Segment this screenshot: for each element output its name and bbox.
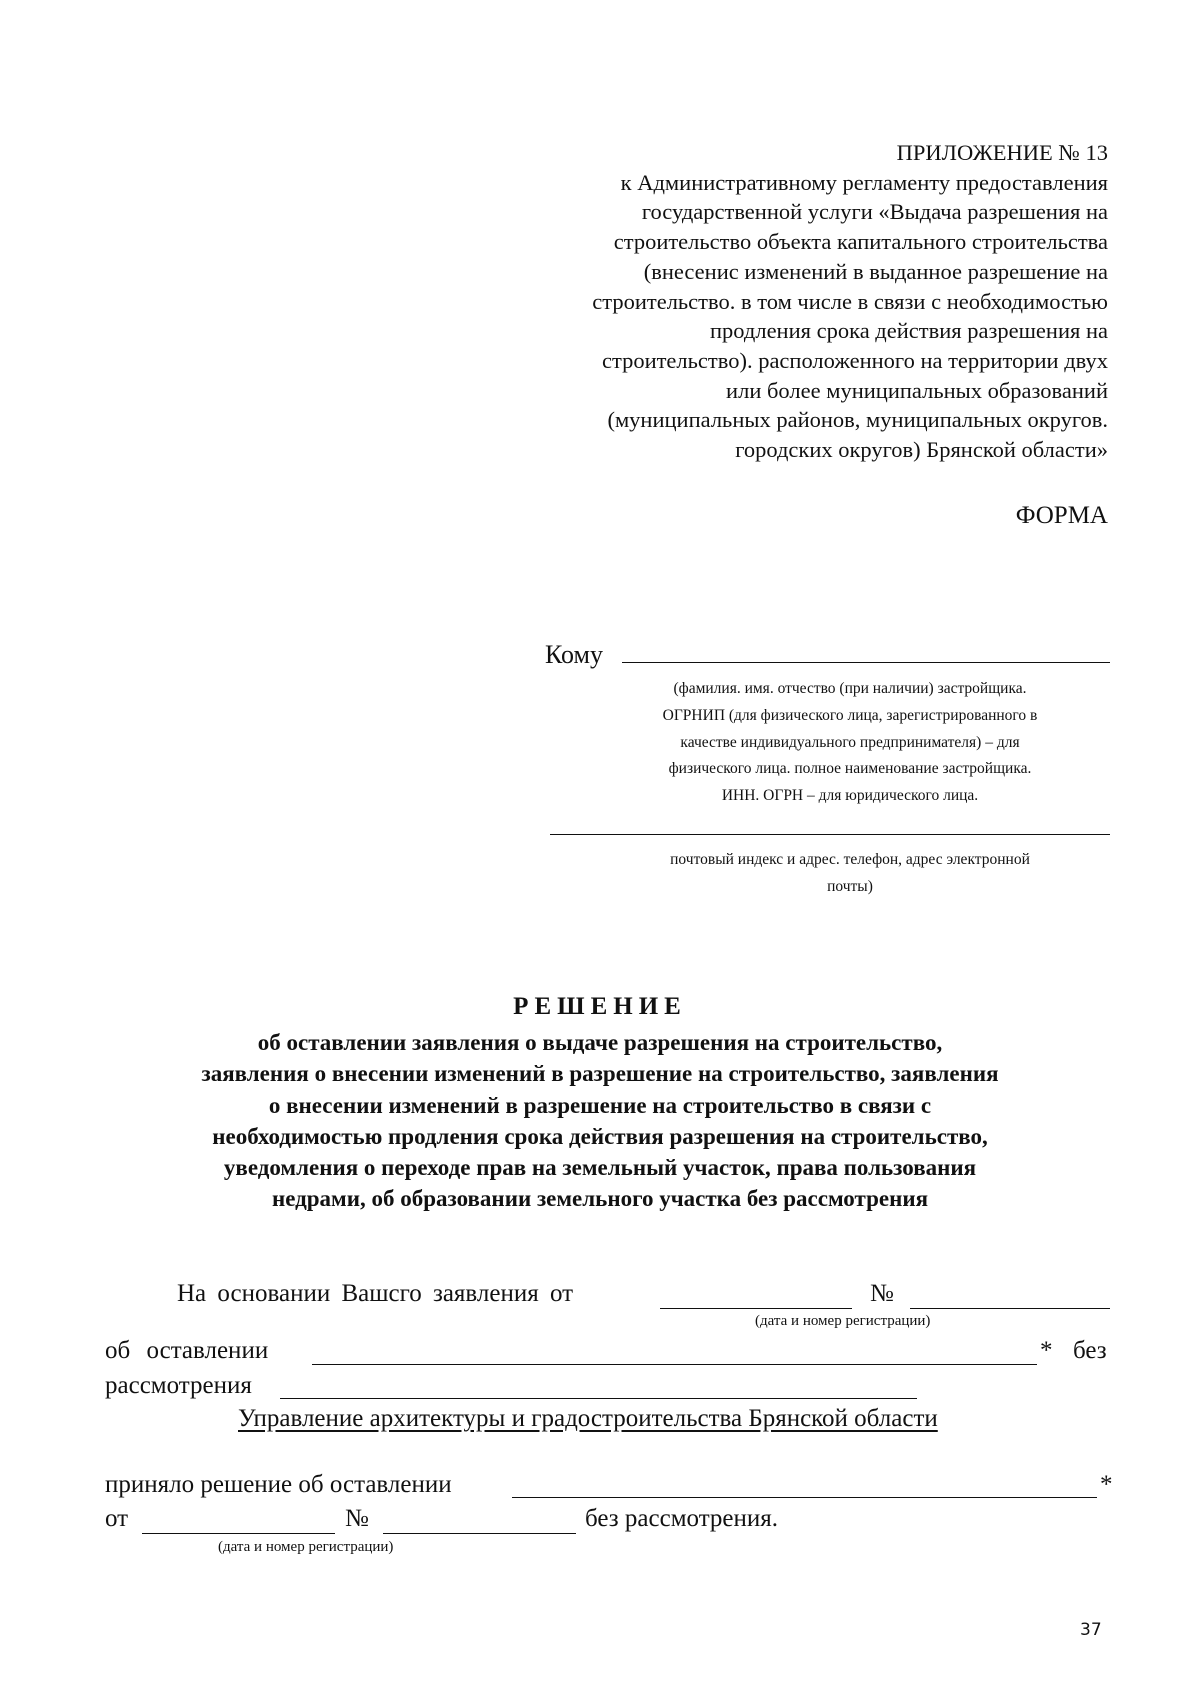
application-reference-text: На основании Вашсго заявления от: [177, 1280, 574, 1307]
number-sign: №: [870, 1280, 894, 1307]
appendix-line: (внесенис изменений в выданное разрешение на: [643, 258, 1108, 284]
appendix-line: строительство). расположенного на территории двух: [601, 347, 1108, 373]
decision-made-text: приняло решение об оставлении: [105, 1471, 452, 1498]
recipient-note-line: ИНН. ОГРН – для юридического лица.: [721, 787, 979, 805]
leave-text: об оставлении: [105, 1337, 269, 1364]
decision-subtitle-line: об оставлении заявления о выдаче разрешения на строительство,: [257, 1030, 943, 1055]
recipient-note: [590, 676, 1110, 810]
recipient-address-field[interactable]: [550, 834, 1110, 835]
from-text: от: [105, 1505, 129, 1532]
decision-subtitle-line: о внесении изменений в разрешение на строительство в связи с: [268, 1092, 932, 1118]
decision-subtitle: [60, 1027, 1140, 1215]
appendix-line: (муниципальных районов, муниципальных округов.: [607, 407, 1108, 433]
authority-name: Управление архитектуры и градостроительства Брянской области: [238, 1405, 938, 1432]
recipient-name-field[interactable]: [622, 662, 1110, 663]
page-number: 37: [1080, 1620, 1102, 1640]
number-sign-2: №: [345, 1505, 369, 1532]
form-label: ФОРМА: [1015, 502, 1108, 529]
appendix-line: государственной услуги «Выдача разрешения на: [641, 199, 1108, 225]
decision-number-field[interactable]: [383, 1533, 576, 1534]
decision-date-field[interactable]: [142, 1533, 335, 1534]
appendix-line: строительство. в том числе в связи с необходимостью: [592, 288, 1108, 314]
recipient-note-line: качестве индивидуального предпринимателя) – для: [680, 733, 1020, 751]
recipient-note-line: физического лица. полное наименование застройщика.: [668, 760, 1032, 778]
appendix-line: к Административному регламенту предоставления: [620, 169, 1108, 195]
address-note-line: почты): [827, 878, 873, 895]
without-text: без: [1073, 1337, 1107, 1364]
application-type-field[interactable]: [312, 1364, 1037, 1365]
recipient-note-line: (фамилия. имя. отчество (при наличии) застройщика.: [673, 680, 1027, 697]
application-date-field[interactable]: [660, 1308, 852, 1309]
registration-note-2: (дата и номер регистрации): [218, 1539, 394, 1555]
decision-subtitle-line: необходимостью продления срока действия разрешения на строительство,: [212, 1123, 988, 1149]
decision-subtitle-line: уведомления о переходе прав на земельный участок, права пользования: [223, 1155, 977, 1181]
registration-note: (дата и номер регистрации): [755, 1313, 931, 1329]
decision-subtitle-line: недрами, об образовании земельного участка без рассмотрения: [271, 1186, 929, 1212]
without-consideration-text: без рассмотрения.: [585, 1505, 779, 1532]
footnote-asterisk: *: [1040, 1337, 1053, 1364]
decision-title: РЕШЕНИЕ: [513, 993, 687, 1020]
consideration-field[interactable]: [280, 1398, 917, 1399]
recipient-label: Кому: [545, 640, 604, 669]
appendix-header: [500, 138, 1108, 465]
decision-subtitle-line: заявления о внесении изменений в разрешение на строительство, заявления: [201, 1061, 999, 1087]
address-note-line: почтовый индекс и адрес. телефон, адрес электронной: [670, 851, 1030, 868]
footnote-asterisk-2: *: [1100, 1471, 1113, 1498]
appendix-line: городских округов) Брянской области»: [735, 437, 1108, 463]
appendix-line: или более муниципальных образований: [726, 377, 1108, 403]
appendix-line: продления срока действия разрешения на: [710, 318, 1108, 344]
consideration-text: рассмотрения: [105, 1372, 252, 1399]
decision-subject-field[interactable]: [512, 1497, 1097, 1498]
appendix-line: ПРИЛОЖЕНИЕ № 13: [896, 140, 1108, 165]
recipient-note-line: ОГРНИП (для физического лица, зарегистрированного в: [662, 706, 1038, 724]
appendix-line: строительство объекта капитального строительства: [613, 229, 1108, 255]
application-number-field[interactable]: [910, 1308, 1110, 1309]
address-note: [590, 846, 1110, 900]
